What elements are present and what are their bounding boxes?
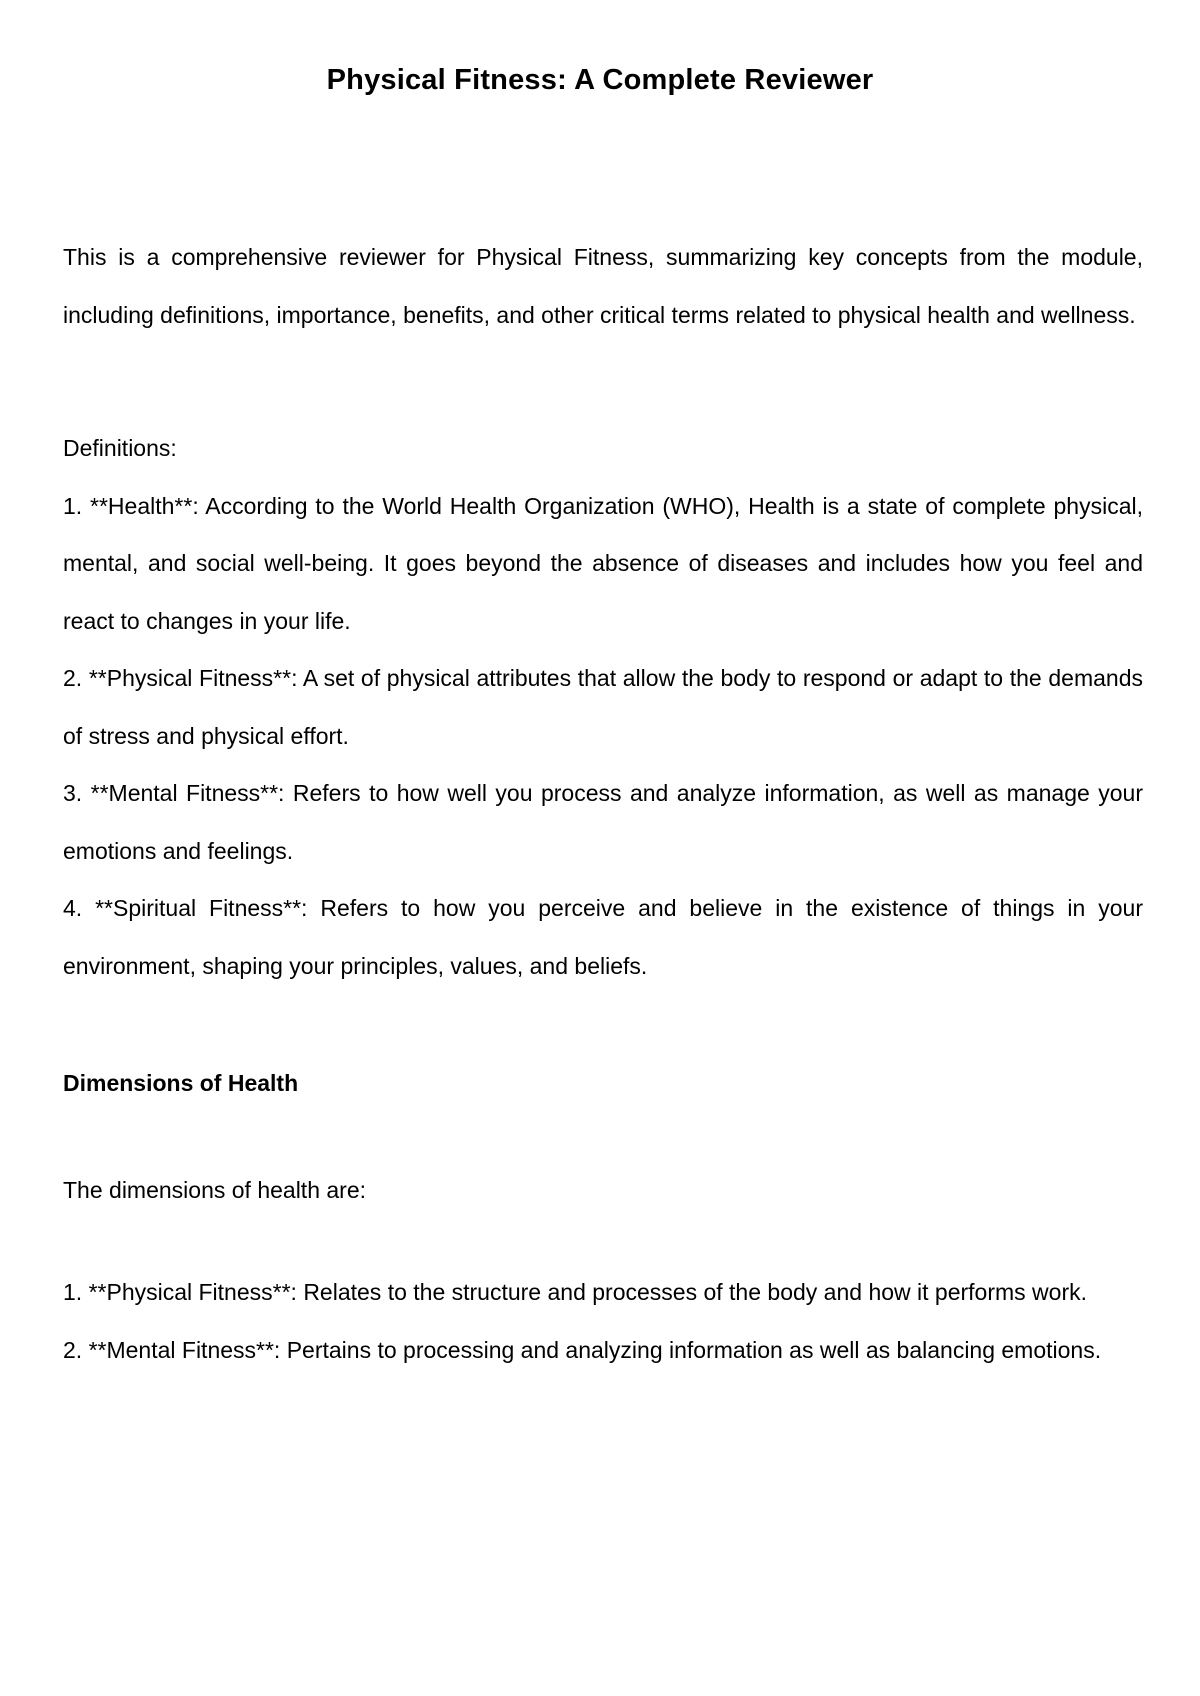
dimensions-lead: The dimensions of health are: bbox=[63, 1177, 367, 1203]
definitions-label: Definitions: bbox=[63, 435, 177, 461]
dimension-item-mental: 2. **Mental Fitness**: Pertains to processing and analyzing information as well as balancing emotions. bbox=[63, 1336, 1102, 1363]
definition-item-mental-fitness: 3. **Mental Fitness**: Refers to how well you process and analyze information, as well as manage your emotions and feelings. bbox=[63, 780, 1143, 864]
intro-text: This is a comprehensive reviewer for Physical Fitness, summarizing key concepts from the module, including definitions, importance, benefits, and other critical terms related to physical health and wellness. bbox=[63, 244, 1143, 328]
definition-item-physical-fitness: 2. **Physical Fitness**: A set of physical attributes that allow the body to respond or adapt to the demands of stress and physical effort. bbox=[63, 665, 1143, 749]
intro-paragraph bbox=[63, 229, 1143, 344]
definition-item-spiritual-fitness: 4. **Spiritual Fitness**: Refers to how you perceive and believe in the existence of things in your environment, shaping your principles, values, and beliefs. bbox=[63, 895, 1143, 979]
definition-item-health: 1. **Health**: According to the World Health Organization (WHO), Health is a state of complete physical, mental, and social well-being. It goes beyond the absence of diseases and includes how you feel and react to changes in your life. bbox=[63, 492, 1143, 634]
document-title: Physical Fitness: A Complete Reviewer bbox=[326, 64, 874, 96]
dimensions-list bbox=[63, 1264, 1143, 1379]
definitions-section bbox=[63, 420, 1143, 995]
dimension-item-physical: 1. **Physical Fitness**: Relates to the structure and processes of the body and how it performs work. bbox=[63, 1279, 1087, 1305]
section-heading-dimensions: Dimensions of Health bbox=[63, 1070, 299, 1096]
